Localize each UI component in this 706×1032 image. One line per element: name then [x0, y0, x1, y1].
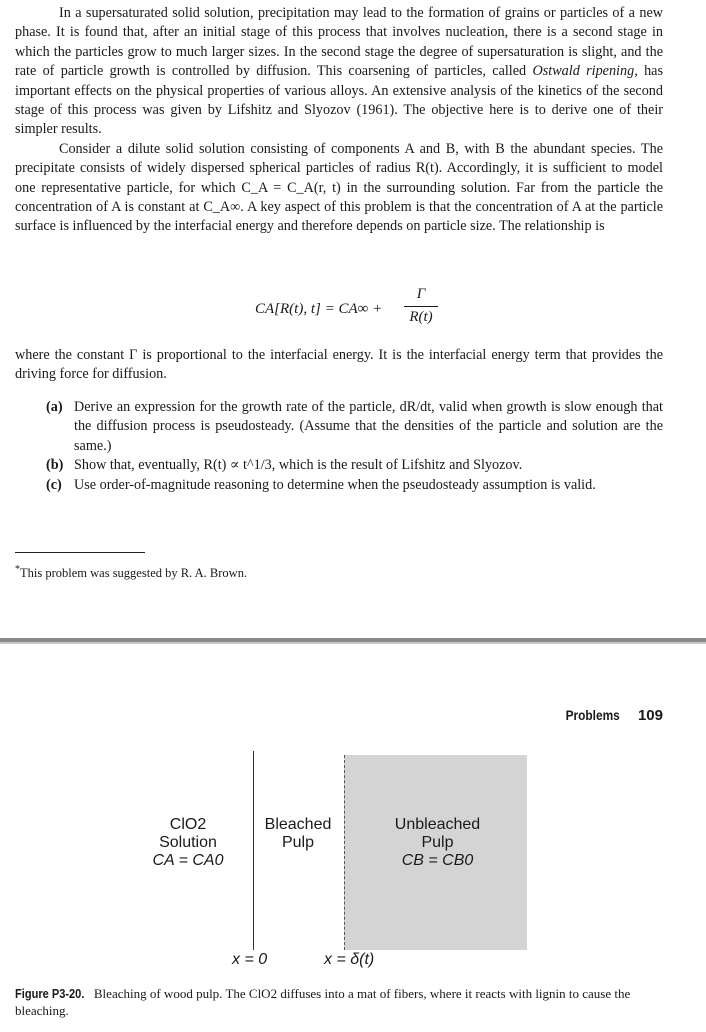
- part-a-text: Derive an expression for the growth rate of the particle, dR/dt, valid when growth is slow enough that the diffusion process is pseudosteady. (Assume that the densities of the particle and solution are the same.): [74, 399, 663, 454]
- x-delta-label: x = δ(t): [324, 951, 375, 968]
- part-c-label: (c): [46, 476, 62, 493]
- paragraph-where-text: where the constant Γ is proportional to the interfacial energy. It is the interfacial energy term that provides the driving force for diffusion.: [15, 347, 663, 383]
- para1-end: , has important effects on the physical properties of various alloys. An extensive analysis of the kinetics of the second stage of this process was given by Lifshitz and Slyozov (1961). The objective here is to derive one of their simpler results.: [15, 63, 663, 138]
- equation: [255, 286, 455, 336]
- bleached-label-line2: Pulp: [281, 834, 315, 851]
- figure-p3-20: [0, 740, 706, 980]
- para1-start: In a supersaturated solid solution, precipitation may lead to the formation of grains or particles of a new phase. It is found that, after an initial stage of this process that involves nucleation, there is a second stage in which the particles grow to much larger sizes. In the second stage the degree of supersaturation is slight, and the rate of particle growth is controlled by diffusion. This coarsening of particles, called: [15, 5, 663, 80]
- moving-front: [344, 755, 345, 950]
- unbleached-label-line3: CB = CB0: [401, 852, 474, 869]
- page-divider-shadow: [0, 642, 706, 644]
- x-zero-label: x = 0: [232, 951, 268, 968]
- running-header: [556, 707, 663, 724]
- caption-text: Bleaching of wood pulp. The ClO2 diffuses into a mat of fibers, where it reacts with lignin to cause the bleaching.: [15, 986, 631, 1018]
- part-b: [46, 456, 663, 475]
- part-b-label: (b): [46, 457, 64, 474]
- page-number: 109: [637, 707, 663, 724]
- caption-label: Figure P3-20.: [15, 986, 85, 1001]
- solution-label-line2: Solution: [159, 834, 217, 851]
- figure-caption: [15, 985, 675, 1019]
- equation-fraction: [401, 286, 441, 326]
- bleached-label-line1: Bleached: [264, 816, 332, 833]
- boundary-x0: [253, 751, 254, 950]
- equation-numerator: Γ: [416, 286, 426, 302]
- part-c-text: Use order-of-magnitude reasoning to determine when the pseudosteady assumption is valid.: [74, 476, 596, 493]
- running-head: Problems: [565, 707, 620, 723]
- part-b-text: Show that, eventually, R(t) ∝ t^1/3, which is the result of Lifshitz and Slyozov.: [74, 457, 523, 474]
- equation-lhs: CA[R(t), t] = CA∞ +: [255, 301, 383, 317]
- part-a: [46, 398, 663, 456]
- para1-emphasis: Ostwald ripening: [532, 63, 635, 80]
- footnote-text: This problem was suggested by R. A. Brown.: [20, 566, 248, 580]
- paragraph-where: [15, 346, 663, 385]
- paragraph-intro: [15, 4, 663, 237]
- part-a-label: (a): [46, 399, 63, 415]
- unbleached-label-line1: Unbleached: [394, 816, 481, 833]
- unbleached-label-line2: Pulp: [421, 834, 454, 851]
- equation-denominator: R(t): [409, 309, 433, 325]
- fraction-bar: [404, 306, 438, 307]
- solution-label-line3: CA = CA0: [152, 852, 224, 869]
- bleached-label: [258, 816, 338, 852]
- unbleached-label: [380, 816, 495, 870]
- part-c: [46, 476, 663, 495]
- solution-label-line1: ClO2: [169, 816, 207, 833]
- solution-label: [148, 816, 228, 870]
- paragraph-model: Consider a dilute solid solution consisting of components A and B, with B the abundant species. The precipitate consists of widely dispersed spherical particles of radius R(t). Accordingly, it is sufficient to model one representative particle, for which C_A = C_A(r, t) in the surrounding solution. Far from the particle the concentration of A is constant at C_A∞. A key aspect of this problem is that the concentration of A at the particle surface is influenced by the interfacial energy and therefore depends on particle size. The relationship is: [15, 140, 663, 235]
- problem-parts: [46, 398, 663, 495]
- footnote-rule: [15, 552, 145, 553]
- footnote: *This problem was suggested by R. A. Brown.: [15, 564, 248, 580]
